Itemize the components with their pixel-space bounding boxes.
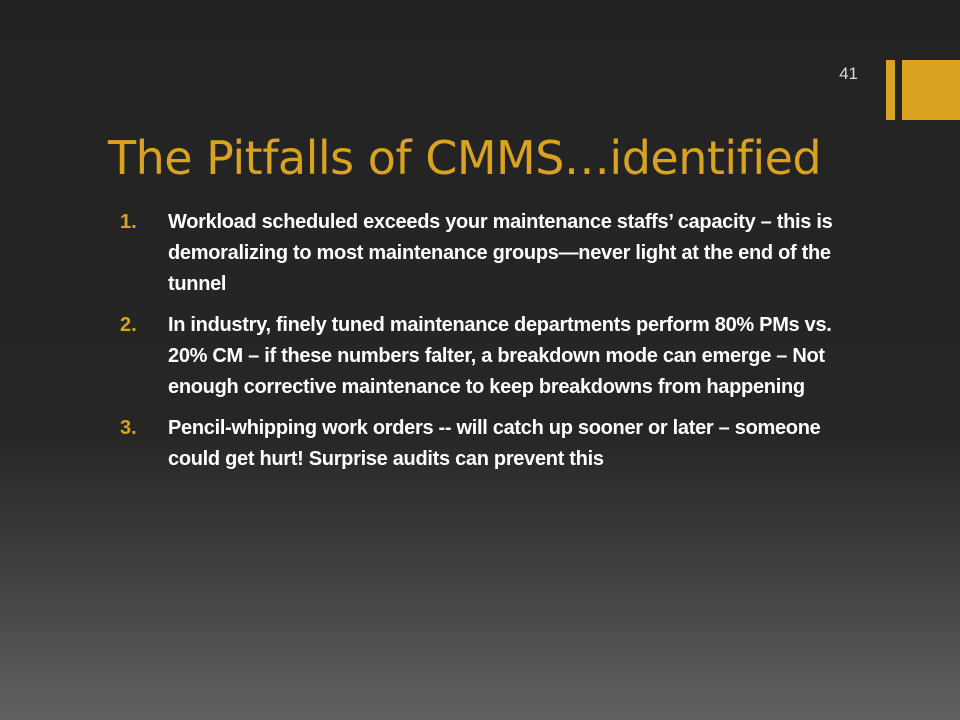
list-item <box>120 207 850 300</box>
list-text: Workload scheduled exceeds your maintenance staffs’ capacity – this is demoralizing to most maintenance groups—never light at the end of the tunnel <box>168 211 833 295</box>
list-text: Pencil-whipping work orders -- will catch up sooner or later – someone could get hurt! Surprise audits can prevent this <box>168 417 821 470</box>
accent-bar-thick <box>902 60 960 120</box>
bullet-list <box>120 207 850 485</box>
list-item <box>120 413 850 475</box>
list-number: 3. <box>120 417 137 439</box>
accent-bar-thin <box>886 60 895 120</box>
list-number: 2. <box>120 314 137 336</box>
list-text: In industry, finely tuned maintenance departments perform 80% PMs vs. 20% CM – if these numbers falter, a breakdown mode can emerge – Not enough corrective maintenance to keep breakdowns from happening <box>168 314 832 398</box>
list-item <box>120 310 850 403</box>
list-number: 1. <box>120 211 137 233</box>
slide-number: 41 <box>839 64 858 83</box>
slide-title: The Pitfalls of CMMS…identified <box>108 131 822 185</box>
